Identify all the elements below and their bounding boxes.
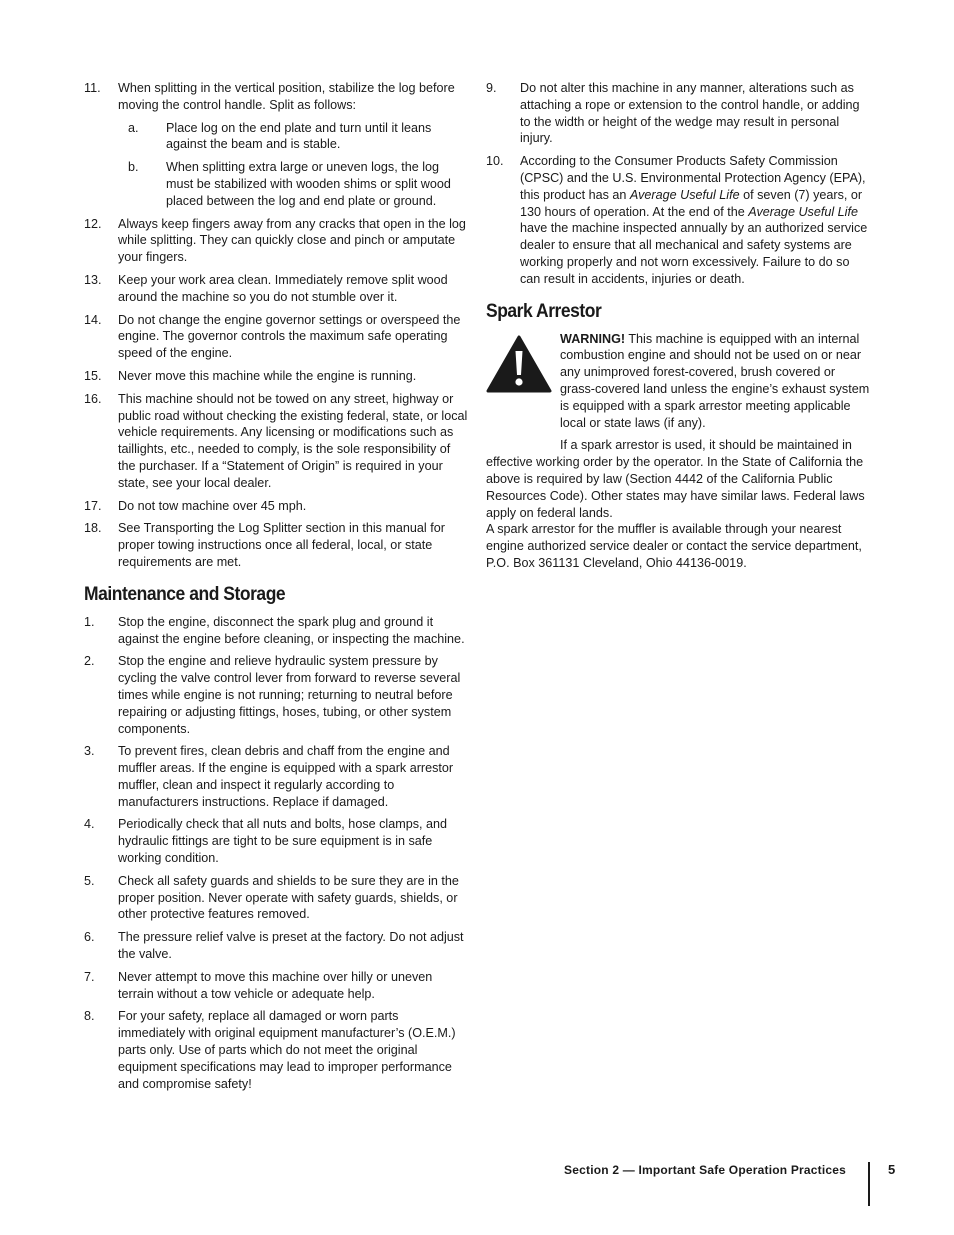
item-number: 6. — [84, 930, 95, 945]
item-number: 9. — [486, 81, 497, 95]
list-item — [84, 368, 468, 385]
item-text: When splitting in the vertical position, stabilize the log before moving the control handle. Split as follows: — [118, 81, 455, 112]
item-number: 1. — [84, 614, 95, 629]
paragraph: A spark arrestor for the muffler is available through your nearest engine authorized service dealer or contact the service department, P.O. Box 361131 Cleveland, Ohio 44136-0019. — [486, 522, 862, 570]
text-run: of seven (7) years, or 130 hours of operation. At the end of the — [520, 187, 863, 219]
item-body — [118, 873, 468, 923]
list-item — [84, 1008, 468, 1092]
item-number: 16. — [84, 391, 102, 406]
item-number: 2. — [84, 654, 95, 669]
item-text: Always keep fingers away from any cracks that open in the log while splitting. They can quickly close and pinch or amputate your fingers. — [118, 216, 466, 265]
list-item — [84, 873, 468, 923]
item-number: 8. — [84, 1009, 95, 1024]
list-item — [84, 614, 468, 648]
item-number: 11. — [84, 81, 101, 95]
text-run: have the machine inspected annually by an authorized service dealer to ensure that all mechanical and safety systems are working properly and not worn excessively. Failure to do so can result in accidents, injuries or death. — [520, 221, 868, 286]
item-body — [118, 368, 468, 385]
emphasis: Average Useful Life — [748, 204, 858, 219]
warning-body: This machine is equipped with an internal combustion engine and should not be used on or near any unimproved forest-covered, brush covered or grass-covered land unless the engine’s exhaust system is equipped with a spark arrestor meeting applicable local or state laws (if any). — [560, 331, 870, 430]
list-item — [84, 391, 468, 492]
list-item — [84, 743, 468, 810]
item-text — [520, 153, 872, 287]
safety-list — [84, 80, 468, 571]
item-body — [118, 969, 468, 1003]
item-text: See Transporting the Log Splitter section in this manual for proper towing instructions once all federal, local, or state requirements are met. — [118, 521, 445, 569]
sub-item-text: Place log on the end plate and turn until it leans against the beam and is stable. — [166, 120, 432, 152]
section-footer: Section 2 — Important Safe Operation Practices — [564, 1163, 846, 1177]
page-number: 5 — [888, 1162, 896, 1177]
item-text: Do not alter this machine in any manner, alterations such as attaching a rope or extension to the control handle, or adding to the width or height of the wedge may result in personal injury. — [520, 81, 860, 146]
sub-item — [118, 120, 468, 154]
item-text: Check all safety guards and shields to be sure they are in the proper position. Never operate with safety guards, shields, or other protective features removed. — [118, 873, 459, 922]
warning-triangle-icon — [486, 335, 552, 393]
item-text: Do not tow machine over 45 mph. — [118, 498, 307, 513]
left-column — [84, 80, 468, 1098]
item-text: To prevent fires, clean debris and chaff from the engine and muffler areas. If the engine is equipped with a spark arrestor muffler, clean and inspect it regularly according to manufacturers instructions. Replace if damaged. — [118, 744, 454, 809]
item-body — [118, 391, 468, 492]
item-body — [118, 816, 468, 866]
item-body — [118, 743, 468, 810]
item-body — [118, 80, 468, 210]
paragraph: If a spark arrestor is used, it should be maintained in effective working order by the operator. In the State of California the above is required by law (Section 4442 of the California Public Resources Code). Other states may have similar laws. Federal laws apply on federal lands. — [486, 438, 865, 520]
footer-divider — [868, 1162, 870, 1206]
item-text: Keep your work area clean. Immediately remove split wood around the machine so you do not stumble over it. — [118, 272, 448, 304]
list-item — [84, 520, 468, 570]
item-number: 12. — [84, 216, 102, 231]
item-body — [118, 498, 468, 515]
list-item — [84, 929, 468, 963]
item-body — [118, 1008, 468, 1092]
item-number: 13. — [84, 272, 102, 287]
item-body — [118, 216, 468, 266]
warning-block — [486, 331, 872, 432]
maintenance-list — [84, 614, 468, 1093]
list-item — [84, 969, 468, 1003]
list-item — [84, 80, 468, 210]
list-item — [84, 816, 468, 866]
item-text: Never move this machine while the engine is running. — [118, 368, 417, 383]
text-run: According to the Consumer Products Safety Commission (CPSC) and the U.S. Environmental Protection Agency (EPA), this product has an — [520, 154, 866, 202]
item-body — [118, 272, 468, 306]
item-number: 4. — [84, 817, 95, 832]
item-number: 5. — [84, 873, 95, 888]
item-text: Do not change the engine governor settings or overspeed the engine. The governor controls the maximum safe operating speed of the engine. — [118, 312, 461, 361]
list-item — [486, 153, 872, 287]
item-body — [118, 520, 468, 570]
sub-item-letter: b. — [128, 160, 139, 175]
item-body — [118, 312, 468, 362]
item-number: 17. — [84, 498, 102, 513]
item-number: 7. — [84, 969, 95, 984]
item-number: 15. — [84, 368, 102, 383]
item-number: 3. — [84, 744, 95, 759]
emphasis: Average Useful Life — [629, 187, 740, 202]
sub-item-letter: a. — [128, 120, 139, 135]
item-number: 18. — [84, 521, 102, 536]
warning-label: WARNING! — [560, 331, 626, 346]
item-body — [118, 614, 468, 648]
list-item — [84, 653, 468, 737]
item-text: Stop the engine, disconnect the spark plug and ground it against the engine before cleaning, or inspecting the machine. — [118, 614, 465, 646]
right-column — [486, 80, 872, 572]
item-text: Periodically check that all nuts and bolts, hose clamps, and hydraulic fittings are tight to be sure equipment is in safe working condition. — [118, 817, 448, 866]
item-text: For your safety, replace all damaged or worn parts immediately with original equipment manufacturer’s (O.E.M.) parts only. Use of parts which do not meet the original equipment specifications may lead to improper performance and compromise safety! — [118, 1009, 456, 1091]
list-item — [84, 272, 468, 306]
item-number: 14. — [84, 312, 102, 327]
maintenance-heading: Maintenance and Storage — [84, 583, 286, 605]
item-number: 10. — [486, 154, 504, 169]
item-body — [118, 929, 468, 963]
list-item — [84, 312, 468, 362]
item-text: Never attempt to move this machine over hilly or uneven terrain without a tow vehicle or adequate help. — [118, 969, 433, 1001]
item-text: This machine should not be towed on any street, highway or public road without checking the existing federal, state, or local vehicle requirements. Any licensing or modifications such as taillights, etc., needed to comply, is the sole responsibility of the purchaser. If a “Statement of Origin” is required in your state, see your local dealer. — [118, 391, 468, 490]
sub-item — [118, 159, 468, 209]
spark-arrestor-heading: Spark Arrestor — [486, 300, 602, 322]
sub-item-text: When splitting extra large or uneven logs, the log must be stabilized with wooden shims or split wood placed between the log and end plate or ground. — [166, 160, 451, 208]
item-text: The pressure relief valve is preset at the factory. Do not adjust the valve. — [118, 930, 464, 962]
list-item — [84, 216, 468, 266]
item-text: Stop the engine and relieve hydraulic system pressure by cycling the valve control lever from forward to reverse several times while engine is not running; returning to neutral before repairing or adjusting fittings, hoses, tubing, or other system components. — [118, 654, 461, 736]
list-item — [84, 498, 468, 515]
item-body — [118, 653, 468, 737]
list-item — [486, 80, 872, 147]
